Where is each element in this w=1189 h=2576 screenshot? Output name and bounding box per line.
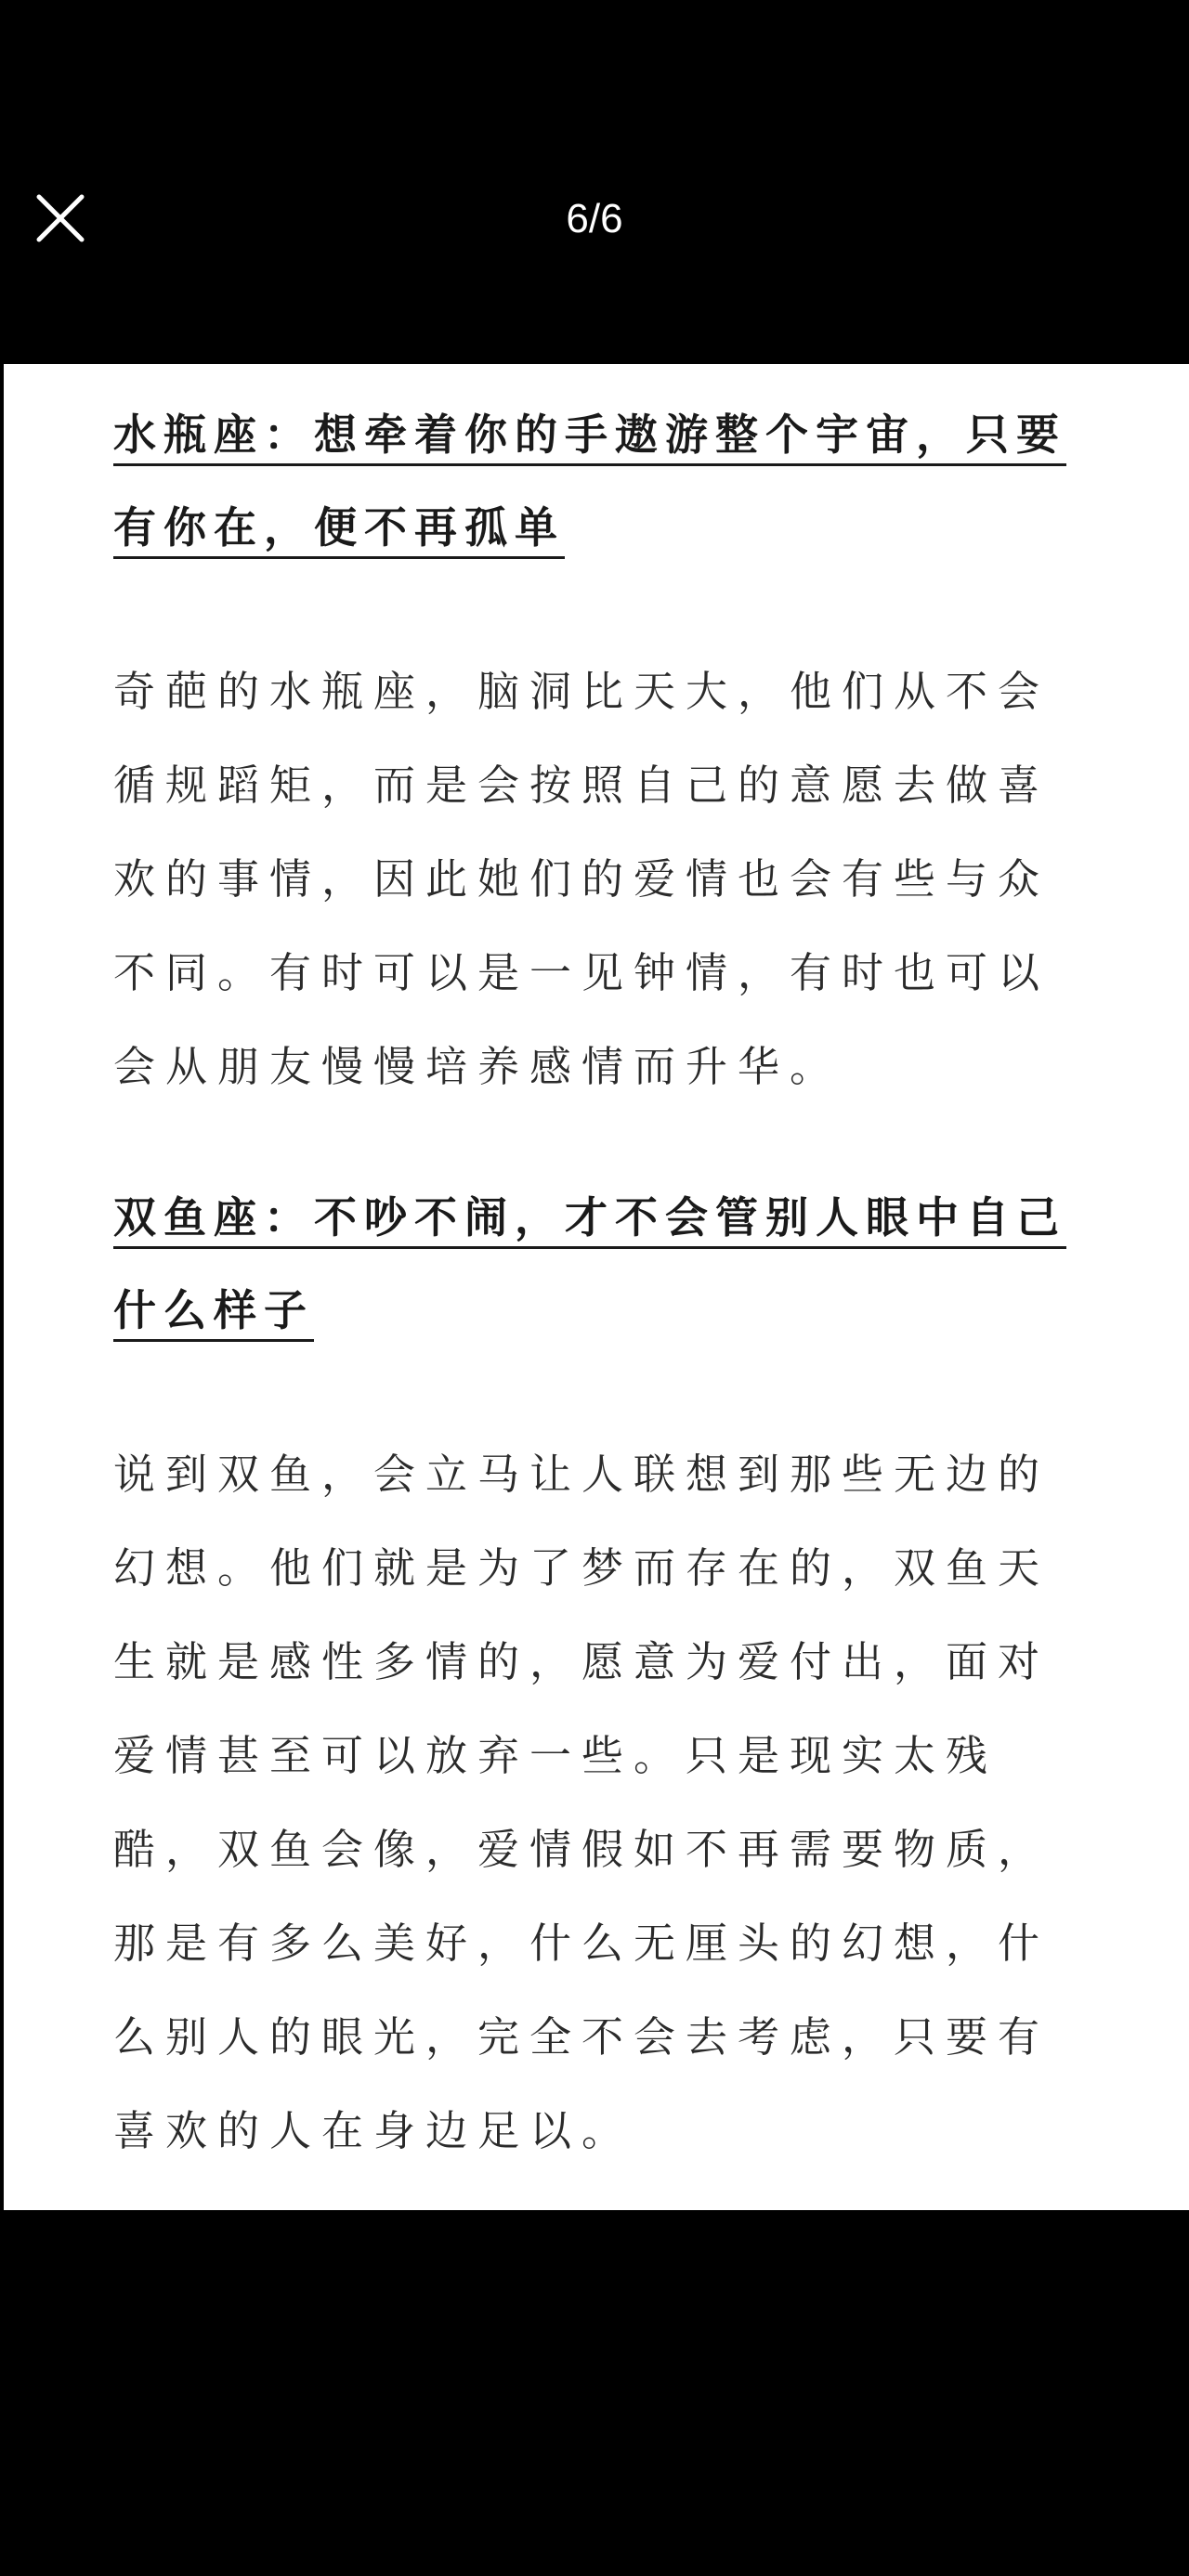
- close-icon: [28, 186, 93, 251]
- viewer-top-bar: [0, 0, 1189, 364]
- image-content[interactable]: [4, 364, 1189, 2210]
- viewer-bottom-area: [0, 2210, 1189, 2576]
- article: [113, 388, 1089, 2178]
- close-button[interactable]: [28, 186, 93, 251]
- section-heading-aquarius: 水瓶座：想牵着你的手遨游整个宇宙，只要有你在，便不再孤单: [113, 388, 1089, 574]
- section-body-pisces: 说到双鱼，会立马让人联想到那些无边的幻想。他们就是为了梦而存在的，双鱼天生就是感性多情的，愿意为爱付出，面对爱情甚至可以放弃一些。只是现实太残酷，双鱼会像，爱情假如不再需要物质，那是有多么美好，什么无厘头的幻想，什么别人的眼光，完全不会去考虑，只要有喜欢的人在身边足以。: [113, 1450, 1051, 2155]
- section-heading-pisces: 双鱼座：不吵不闹，才不会管别人眼中自己什么样子: [113, 1171, 1089, 1357]
- section-body-aquarius: 奇葩的水瓶座，脑洞比天大，他们从不会循规蹈矩，而是会按照自己的意愿去做喜欢的事情，因此她们的爱情也会有些与众不同。有时可以是一见钟情，有时也可以会从朋友慢慢培养感情而升华。: [113, 667, 1051, 1091]
- page-counter: 6/6: [566, 196, 623, 241]
